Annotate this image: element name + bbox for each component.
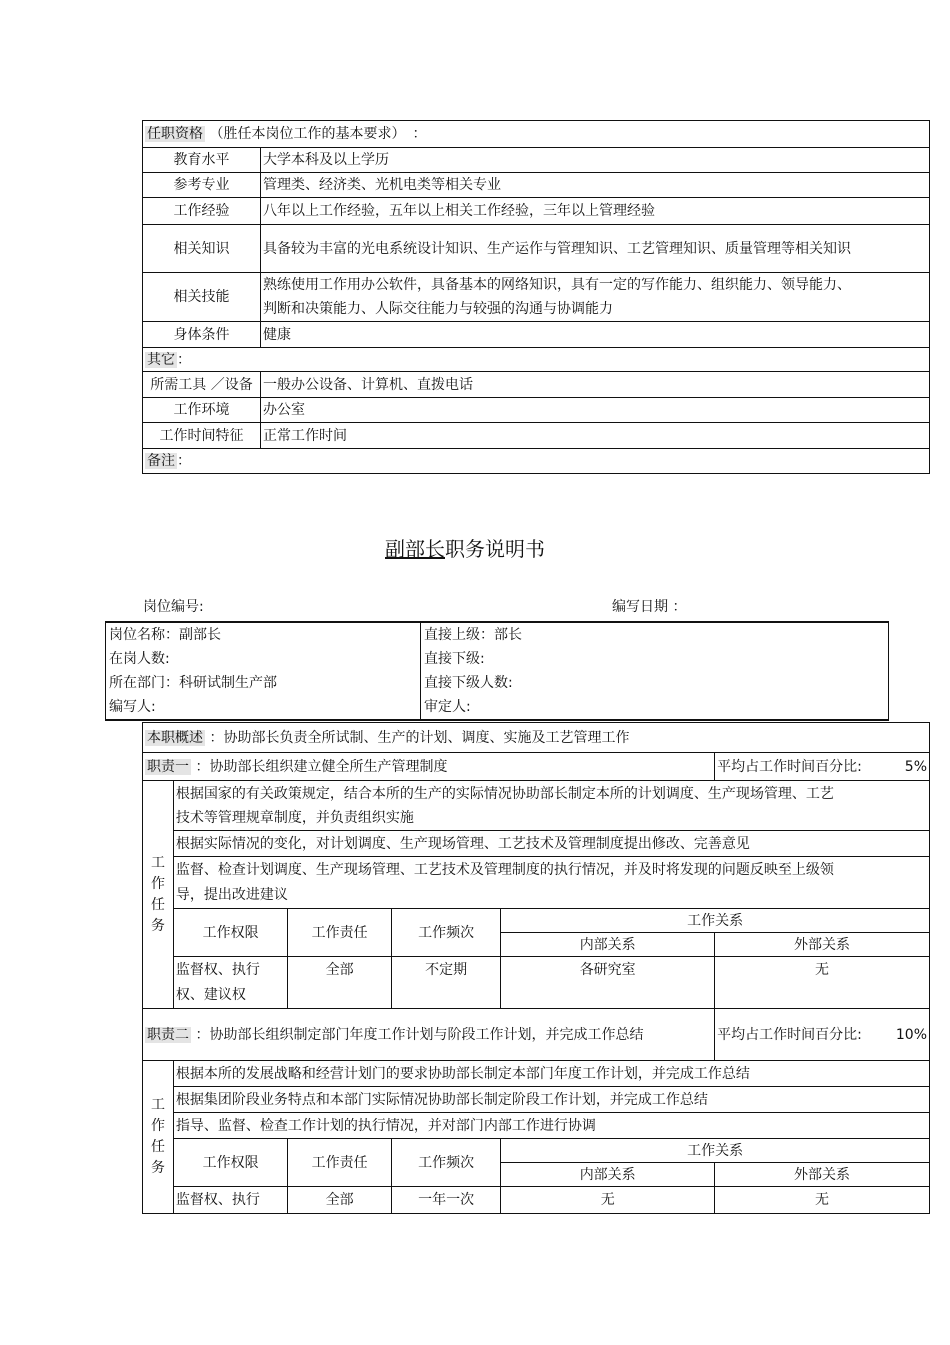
remark-header [143,449,930,474]
post-number-label: 岗位编号: [143,599,204,615]
duty2-text: ：协助部长组织制定部门年度工作计划与阶段工作计划，并完成工作总结 [195,1026,644,1043]
work-time-value: 正常工作时间 [261,423,930,449]
duty2-responsibility-header: 工作责任 [288,1139,391,1187]
skills-value: 熟练使用工作用办公软件，具备基本的网络知识，具有一定的写作能力、组织能力、领导能力、判断和决策能力、人际交往能力与较强的沟通与协调能力 [261,273,930,322]
duty2-authority: 监督权、执行 [173,1187,287,1214]
duty2-external-header: 外部关系 [715,1163,930,1187]
duty1-authority-header: 工作权限 [173,909,287,957]
duty1-text: ：协助部长组织建立健全所生产管理制度 [195,758,448,775]
tools-label: 所需工具 ／设备 [143,372,261,398]
duty2-relations-header: 工作关系 [501,1139,930,1163]
duty2-external: 无 [715,1187,930,1214]
duty2-time-cell [715,1009,930,1061]
duty2-frequency-header: 工作频次 [391,1139,500,1187]
experience-label: 工作经验 [143,198,261,225]
duty2-header [143,1009,715,1061]
duty1-time-label: 平均占工作时间百分比: [717,758,862,775]
education-label: 教育水平 [143,148,261,173]
duty1-external-header: 外部关系 [715,933,930,957]
duty2-task-2: 根据集团阶段业务特点和本部门实际情况协助部长制定阶段工作计划，并完成工作总结 [173,1087,929,1113]
summary-row [143,723,930,753]
duty1-header [143,753,715,781]
title-rest: 职务说明书 [445,537,545,561]
duty1-responsibility: 全部 [288,957,391,1009]
health-value: 健康 [261,322,930,348]
skills-label: 相关技能 [143,273,261,322]
knowledge-value: 具备较为丰富的光电系统设计知识、生产运作与管理知识、工艺管理知识、质量管理等相关知识 [261,225,930,273]
duty1-task-2: 根据实际情况的变化，对计划调度、生产现场管理、工艺技术及管理制度提出修改、完善意见 [173,831,929,857]
duty1-label: 职责一 [147,758,189,775]
health-label: 身体条件 [143,322,261,348]
qualifications-header [143,121,930,148]
position-name: 岗位名称：副部长 [106,622,421,647]
duty1-frequency: 不定期 [391,957,500,1009]
qualifications-header-note: （胜任本岗位工作的基本要求） ： [209,126,427,142]
major-label: 参考专业 [143,173,261,198]
headcount: 在岗人数: [106,647,421,671]
duty1-responsibility-header: 工作责任 [288,909,391,957]
duty2-label: 职责二 [147,1026,189,1043]
duty1-authority: 监督权、执行权、建议权 [173,957,287,1009]
duty2-percent: 10% [895,1026,927,1043]
duty1-task-1: 根据国家的有关政策规定，结合本所的生产的实际情况协助部长制定本所的计划调度、生产现场管理、工艺技术等管理规章制度，并负责组织实施 [173,781,929,831]
subordinate-count: 直接下级人数: [421,671,889,695]
education-value: 大学本科及以上学历 [261,148,930,173]
remark-suffix: ： [177,453,191,469]
duty2-internal-header: 内部关系 [501,1163,715,1187]
duty2-task-1: 根据本所的发展战略和经营计划门的要求协助部长制定本部门年度工作计划，并完成工作总结 [173,1061,929,1087]
duty2-internal: 无 [501,1187,715,1214]
other-label: 其它 [147,351,175,368]
department: 所在部门：科研试制生产部 [106,671,421,695]
duty1-percent: 5% [904,758,927,775]
position-info-table [105,621,889,721]
tools-value: 一般办公设备、计算机、直拨电话 [261,372,930,398]
duty1-task-3: 监督、检查计划调度、生产现场管理、工艺技术及管理制度的执行情况，并及时将发现的问题反映至上级领导，提出改进建议 [173,857,929,909]
experience-value: 八年以上工作经验，五年以上相关工作经验，三年以上管理经验 [261,198,930,225]
duty1-task-vertical: 工作任务 [143,781,174,1009]
duty2-time-label: 平均占工作时间百分比: [717,1026,862,1043]
other-header [143,348,930,372]
environment-label: 工作环境 [143,398,261,423]
duty1-relations-header: 工作关系 [501,909,930,933]
reviewer: 审定人: [421,695,889,720]
direct-superior: 直接上级：部长 [421,622,889,647]
remark-label: 备注 [147,453,175,469]
duty2-task-vertical: 工作任务 [143,1061,174,1214]
knowledge-label: 相关知识 [143,225,261,273]
environment-value: 办公室 [261,398,930,423]
duty1-external: 无 [715,957,930,1009]
duties-table [142,722,930,1214]
work-time-label: 工作时间特征 [143,423,261,449]
summary-label: 本职概述 [147,729,203,746]
title-underlined: 副部长 [385,537,445,561]
duty1-internal: 各研究室 [501,957,715,1009]
duty1-frequency-header: 工作频次 [391,909,500,957]
direct-subordinate: 直接下级: [421,647,889,671]
duty1-internal-header: 内部关系 [501,933,715,957]
qualifications-table [142,120,930,474]
page-title [0,533,930,562]
date-label: 编写日期 ： [612,599,687,615]
qualifications-header-label: 任职资格 [147,126,203,142]
duty2-authority-header: 工作权限 [173,1139,287,1187]
summary-text: ：协助部长负责全所试制、生产的计划、调度、实施及工艺管理工作 [209,729,630,746]
duty1-time-cell [715,753,930,781]
duty2-frequency: 一年一次 [391,1187,500,1214]
other-suffix: ： [177,351,191,368]
duty2-responsibility: 全部 [288,1187,391,1214]
duty2-task-3: 指导、监督、检查工作计划的执行情况，并对部门内部工作进行协调 [173,1113,929,1139]
author: 编写人: [106,695,421,720]
major-value: 管理类、经济类、光机电类等相关专业 [261,173,930,198]
